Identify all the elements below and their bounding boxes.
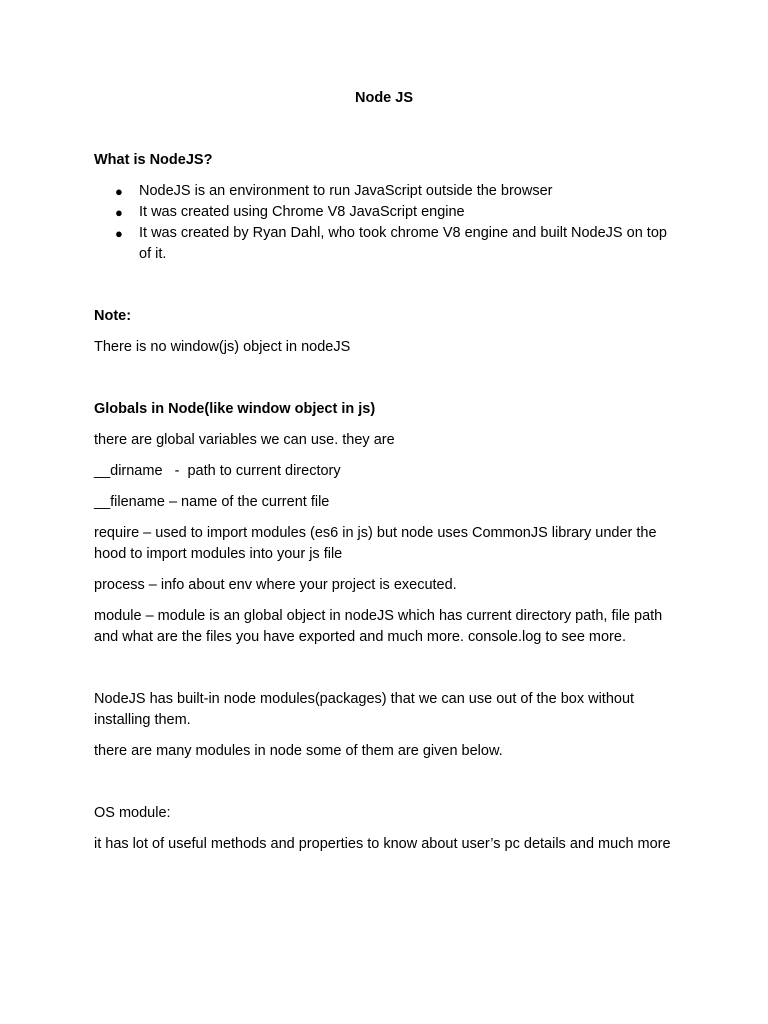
globals-intro: there are global variables we can use. they are [94,432,395,448]
section-heading-globals: Globals in Node(like window object in js) [94,401,376,417]
globals-item-filename: __filename – name of the current file [94,494,330,510]
list-item [94,223,676,265]
bullet-icon: ● [115,184,123,199]
builtins-list-intro: there are many modules in node some of them are given below. [94,743,503,759]
os-module-text: it has lot of useful methods and properties to know about user’s pc details and much more [94,836,671,852]
section-heading-note: Note: [94,308,132,324]
section-heading-what-is-nodejs: What is NodeJS? [94,152,213,168]
bullet-list [94,181,676,265]
list-item [94,202,676,223]
section-heading-os-module: OS module: [94,805,171,821]
list-item-text: It was created using Chrome V8 JavaScript engine [139,204,465,220]
globals-item-require: require – used to import modules (es6 in js) but node uses CommonJS library under the hood to import modules into your js file [94,525,657,562]
globals-item-module: module – module is an global object in nodeJS which has current directory path, file path and what are the files you have exported and much more. console.log to see more. [94,608,663,645]
globals-item-dirname: __dirname - path to current directory [94,463,341,479]
note-text: There is no window(js) object in nodeJS [94,339,351,355]
globals-item-process: process – info about env where your project is executed. [94,577,457,593]
list-item-text: It was created by Ryan Dahl, who took chrome V8 engine and built NodeJS on top of it. [139,225,667,262]
bullet-icon: ● [115,226,123,241]
list-item [94,181,676,202]
builtins-text: NodeJS has built-in node modules(packages) that we can use out of the box without installing them. [94,691,635,728]
list-item-text: NodeJS is an environment to run JavaScript outside the browser [139,183,553,199]
document-title: Node JS [354,90,413,106]
bullet-icon: ● [115,205,123,220]
document-body [94,150,676,855]
